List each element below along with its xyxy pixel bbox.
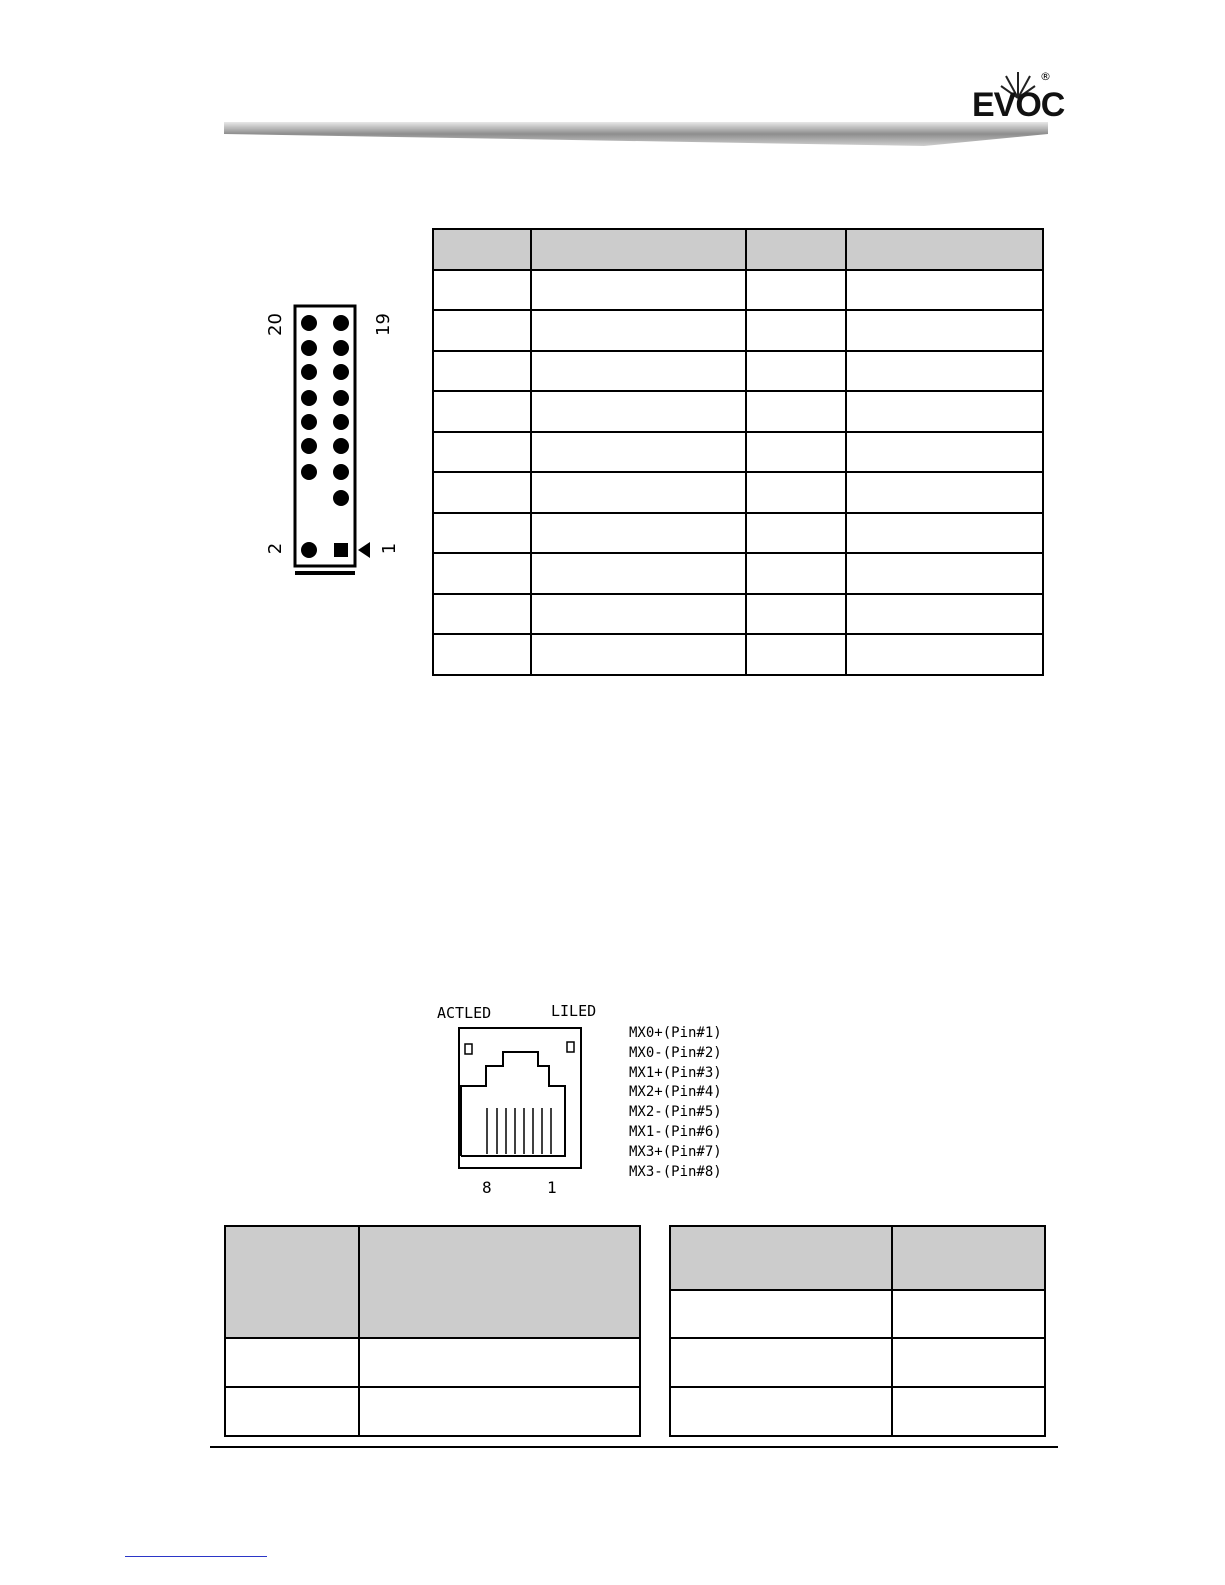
- pin-label-1: 1: [379, 542, 401, 555]
- table-row: [433, 513, 1043, 554]
- table-cell: [746, 472, 846, 513]
- rj45-label-liled: LILED: [551, 1002, 597, 1020]
- logo: EVOC: [972, 86, 1065, 124]
- pin-label-20: 20: [264, 313, 286, 336]
- table-cell: [746, 553, 846, 594]
- list-item: MX3-(Pin#8): [629, 1163, 722, 1180]
- table-cell: [225, 1387, 359, 1436]
- table-cell: [846, 634, 1043, 675]
- list-item: MX2-(Pin#5): [629, 1104, 722, 1121]
- table-cell: [433, 351, 531, 392]
- table-cell: [846, 472, 1043, 513]
- table-cell: [225, 1338, 359, 1387]
- header-cell: [225, 1226, 359, 1338]
- rj45-label-actled: ACTLED: [437, 1004, 492, 1022]
- table-cell: [746, 310, 846, 351]
- pin-label-19: 19: [372, 313, 394, 336]
- header-cell: [746, 229, 846, 270]
- list-item: MX1-(Pin#6): [629, 1123, 722, 1140]
- registered-mark: ®: [1040, 70, 1051, 83]
- table-cell: [746, 634, 846, 675]
- table-cell: [846, 432, 1043, 473]
- footer-link-underline: [125, 1556, 267, 1557]
- table-cell: [670, 1338, 892, 1387]
- table-row: [433, 270, 1043, 311]
- table-cell: [846, 351, 1043, 392]
- table-cell: [531, 310, 746, 351]
- table-cell: [746, 270, 846, 311]
- table-cell: [433, 594, 531, 635]
- table-row: [225, 1387, 1045, 1436]
- table-cell: [892, 1338, 1045, 1387]
- table-cell: [746, 351, 846, 392]
- table-cell: [746, 432, 846, 473]
- table-cell: [531, 391, 746, 432]
- table-cell: [670, 1387, 892, 1436]
- table-cell: [433, 270, 531, 311]
- table-cell: [359, 1387, 640, 1436]
- table-cell: [531, 472, 746, 513]
- table-cell: [433, 310, 531, 351]
- table-cell: [433, 513, 531, 554]
- table-cell: [531, 270, 746, 311]
- table-cell: [433, 472, 531, 513]
- table-cell: [433, 634, 531, 675]
- table-row: [433, 634, 1043, 675]
- table-row: [433, 472, 1043, 513]
- table-cell: [433, 391, 531, 432]
- table-row: [433, 553, 1043, 594]
- header-cell: [531, 229, 746, 270]
- list-item: MX0-(Pin#2): [629, 1044, 722, 1061]
- table-gap: [640, 1226, 670, 1436]
- header-cell: [359, 1226, 640, 1338]
- table-cell: [531, 432, 746, 473]
- table-row: [225, 1226, 1045, 1290]
- table-cell: [531, 634, 746, 675]
- table-cell: [746, 391, 846, 432]
- table-row: [433, 310, 1043, 351]
- list-item: MX0+(Pin#1): [629, 1025, 722, 1041]
- pin-assignment-table: [432, 228, 1044, 676]
- table-row: [225, 1338, 1045, 1387]
- table-cell: [846, 594, 1043, 635]
- table-cell: [531, 553, 746, 594]
- header-cell: [433, 229, 531, 270]
- table-row: [433, 351, 1043, 392]
- table-cell: [846, 270, 1043, 311]
- rj45-pin-label-8: 8: [482, 1178, 492, 1197]
- rj45-pin-label-1: 1: [547, 1178, 557, 1197]
- table-cell: [433, 432, 531, 473]
- header-cell: [892, 1226, 1045, 1290]
- header-cell: [846, 229, 1043, 270]
- pin-label-2: 2: [265, 542, 287, 555]
- table-cell: [846, 310, 1043, 351]
- table-cell: [670, 1290, 892, 1338]
- list-item: MX1+(Pin#3): [629, 1064, 722, 1081]
- table-cell: [531, 594, 746, 635]
- table-cell: [746, 594, 846, 635]
- table-cell: [531, 351, 746, 392]
- header-cell: [670, 1226, 892, 1290]
- table-cell: [846, 553, 1043, 594]
- table-row: [433, 391, 1043, 432]
- table-header-row: [433, 229, 1043, 270]
- table-cell: [846, 513, 1043, 554]
- table-row: [433, 594, 1043, 635]
- table-cell: [846, 391, 1043, 432]
- rj45-signal-list: [629, 1024, 722, 1182]
- list-item: MX2+(Pin#4): [629, 1084, 722, 1101]
- table-cell: [531, 513, 746, 554]
- table-cell: [892, 1387, 1045, 1436]
- footer-rule: [210, 1446, 1058, 1448]
- table-row: [433, 432, 1043, 473]
- pin-header-diagram: [262, 300, 402, 585]
- table-cell: [892, 1290, 1045, 1338]
- list-item: MX3+(Pin#7): [629, 1143, 722, 1160]
- rj45-port-icon: [455, 1024, 585, 1172]
- header-rule: [224, 118, 1048, 150]
- table-cell: [746, 513, 846, 554]
- lan-led-table: [224, 1225, 1046, 1437]
- table-cell: [359, 1338, 640, 1387]
- table-cell: [433, 553, 531, 594]
